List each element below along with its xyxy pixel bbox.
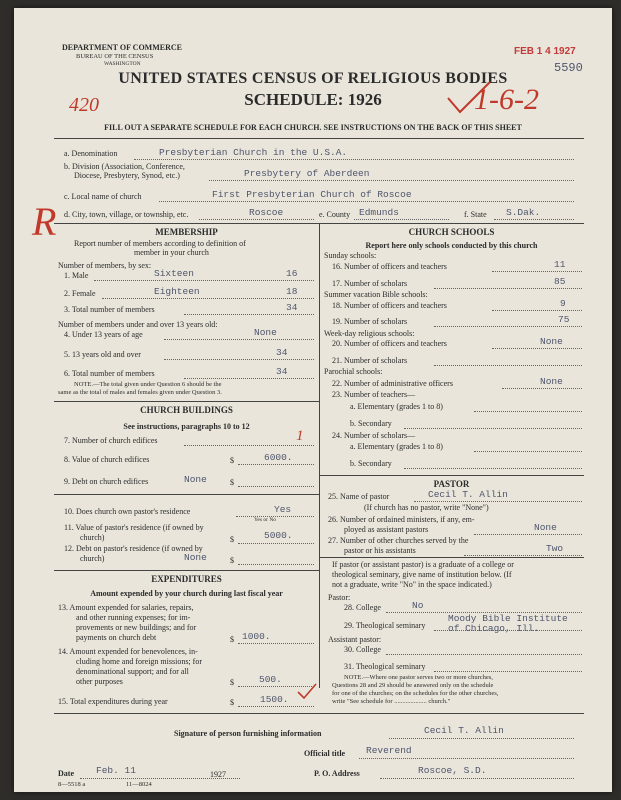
q25-value: Cecil T. Allin [428,489,508,500]
q15-label: 15. Total expenditures during year [58,697,168,706]
division-label-2: Diocese, Presbytery, Synod, etc.) [74,171,180,180]
buildings-title: CHURCH BUILDINGS [140,405,233,415]
denomination-label: a. Denomination [64,149,118,158]
membership-note: NOTE.—The total given under Question 6 should be the [74,381,222,388]
q3-label: 3. Total number of members [64,305,155,314]
membership-title: MEMBERSHIP [155,227,218,237]
q10-hint: Yes or No [254,517,277,523]
q26-value: None [534,522,557,533]
q17-label: 17. Number of scholars [332,279,408,288]
pastor-note-2: Questions 28 and 29 should be answered only on the schedule [332,682,494,689]
pastor-subheader: Pastor: [328,593,351,602]
q25-label: 25. Name of pastor [328,492,390,501]
q30-label: 30. College [344,645,381,654]
q13-value: 1000. [242,631,271,642]
handwritten-number: 420 [69,94,99,116]
form-title: UNITED STATES CENSUS OF RELIGIOUS BODIES [118,70,508,87]
pastor-note: NOTE.—Where one pastor serves two or more churches, [344,674,493,681]
schools-intro: Report here only schools conducted by this church [365,241,538,250]
membership-intro-2: member in your church [134,248,209,257]
q16-value: 11 [554,259,566,270]
column-divider [319,223,320,688]
q28-value: No [412,600,424,611]
q21-label: 21. Number of scholars [332,356,408,365]
q22-value: None [540,376,563,387]
q12-label-2: church) [80,554,105,563]
official-title-label: Official title [304,749,346,758]
buildings-sub: See instructions, paragraphs 10 to 12 [123,422,250,431]
q19-label: 19. Number of scholars [332,317,408,326]
signature-label: Signature of person furnishing information [174,729,322,738]
q2-label: 2. Female [64,289,96,298]
date-value: Feb. 11 [96,765,136,776]
q7-value: 1 [296,428,304,444]
q18-value: 9 [560,298,566,309]
q14-label-2: cluding home and foreign missions; for [76,657,202,666]
q11-value: 5000. [264,530,293,541]
q31-label: 31. Theological seminary [344,662,426,671]
instruction-line: FILL OUT A SEPARATE SCHEDULE FOR EACH CHURCH. SEE INSTRUCTIONS ON THE BACK OF THIS SHEET [104,123,522,132]
q16-label: 16. Number of officers and teachers [332,262,447,271]
q11-label: 11. Value of pastor's residence (if owned by [64,523,204,532]
q14-label-3: denominational support; and for all [76,667,189,676]
q17-value: 85 [554,276,566,287]
pastor-note-3: for one of the churches; on the schedules for the other churches, [332,690,499,697]
q1-words: Sixteen [154,268,194,279]
q1-value: 16 [286,268,298,279]
state-value: S.Dak. [506,207,541,218]
q14-label-4: other purposes [76,677,123,686]
q24a-label: a. Elementary (grades 1 to 8) [350,442,443,451]
summer-header: Summer vacation Bible schools: [324,290,428,299]
print-number: 11—8024 [126,781,152,788]
graduate-note-2: theological seminary, give name of institution below. (If [332,570,512,579]
q12-label: 12. Debt on pastor's residence (if owned by [64,544,203,553]
q13-label: 13. Amount expended for salaries, repairs, [58,603,194,612]
county-label: e. County [319,210,351,219]
official-title-value: Reverend [366,745,412,756]
denomination-value: Presbyterian Church in the U.S.A. [159,147,348,158]
q10-label: 10. Does church own pastor's residence [64,507,191,516]
age-header: Number of members under and over 13 years old: [58,320,218,329]
address-value: Roscoe, S.D. [418,765,487,776]
city-label: d. City, town, village, or township, etc. [64,210,189,219]
q28-label: 28. College [344,603,381,612]
q13-label-3: provements or new buildings; and for [76,623,197,632]
q29-label: 29. Theological seminary [344,621,426,630]
date-label: Date [58,769,74,778]
q26-label-2: ployed as assistant pastors [344,525,429,534]
schedule-title: SCHEDULE: 1926 [244,90,382,109]
q23a-label: a. Elementary (grades 1 to 8) [350,402,443,411]
q9-value: None [184,474,207,485]
q22-label: 22. Number of administrative officers [332,379,453,388]
q29-value: Moody Bible Institute [448,613,568,624]
q4-label: 4. Under 13 years of age [64,330,143,339]
weekday-header: Week-day religious schools: [324,329,415,338]
by-sex-label: Number of members, by sex: [58,261,152,270]
division-value: Presbytery of Aberdeen [244,168,370,179]
q4-value: None [254,327,277,338]
q9-label: 9. Debt on church edifices [64,477,149,486]
check-mark-icon [444,78,494,118]
q10-value: Yes [274,504,292,515]
q11-label-2: church) [80,533,105,542]
church-name-value: First Presbyterian Church of Roscoe [212,189,412,200]
q8-label: 8. Value of church edifices [64,455,150,464]
q7-label: 7. Number of church edifices [64,436,158,445]
division-label: b. Division (Association, Conference, [64,162,185,171]
check-mark-icon [296,682,318,700]
q12-value: None [184,552,207,563]
q20-value: None [540,336,563,347]
q24b-label: b. Secondary [350,459,392,468]
q13-label-2: and other running expenses; for im- [76,613,191,622]
q5-value: 34 [276,347,288,358]
parochial-header: Parochial schools: [324,367,383,376]
q19-value: 75 [558,314,570,325]
q2-words: Eighteen [154,286,200,297]
schools-title: CHURCH SCHOOLS [408,227,495,237]
q1-label: 1. Male [64,271,89,280]
q14-label: 14. Amount expended for benevolences, in- [58,647,198,656]
form-number: 8—5518 a [58,781,86,788]
dept-name: DEPARTMENT OF COMMERCE [62,43,183,52]
q23b-label: b. Secondary [350,419,392,428]
header-rule [54,138,584,139]
city-name: WASHINGTON [104,61,141,67]
q8-value: 6000. [264,452,293,463]
church-name-label: c. Local name of church [64,192,142,201]
membership-intro: Report number of members according to definition of [74,239,246,248]
q14-value: 500. [259,674,282,685]
sunday-header: Sunday schools: [324,251,377,260]
q18-label: 18. Number of officers and teachers [332,301,447,310]
address-label: P. O. Address [314,769,360,778]
q15-value: 1500. [260,694,289,705]
q2-value: 18 [286,286,298,297]
q27-label: 27. Number of other churches served by the [328,536,469,545]
pastor-title: PASTOR [433,479,470,489]
state-label: f. State [464,210,487,219]
q13-label-4: payments on church debt [76,633,157,642]
q24-label: 24. Number of scholars— [332,431,416,440]
q3-value: 34 [286,302,298,313]
expenditures-sub: Amount expended by your church during last fiscal year [90,589,283,598]
q25-hint: (If church has no pastor, write "None") [364,503,489,512]
pastor-note-4: write "See schedule for .................... church." [332,698,451,705]
q27-label-2: pastor or his assistants [344,546,416,555]
q5-label: 5. 13 years old and over [64,350,141,359]
q6-value: 34 [276,366,288,377]
received-stamp: FEB 1 4 1927 [514,46,576,57]
bureau-name: BUREAU OF THE CENSUS [76,53,154,60]
graduate-note-3: not a graduate, write "No" in the space indicated.) [332,580,492,589]
q23-label: 23. Number of teachers— [332,390,416,399]
handwritten-r-mark: R [32,199,57,244]
county-value: Edmunds [359,207,399,218]
q29-value-2: of Chicago, Ill. [448,623,540,634]
date-year: 1927 [210,770,226,779]
membership-note-2: same as the total of males and females given under Question 3. [58,389,222,396]
q6-label: 6. Total number of members [64,369,155,378]
handwritten-code: 1-6-2 [474,83,539,116]
expenditures-title: EXPENDITURES [151,574,222,584]
signature-value: Cecil T. Allin [424,725,504,736]
city-value: Roscoe [249,207,284,218]
graduate-note: If pastor (or assistant pastor) is a graduate of a college or [332,560,514,569]
q20-label: 20. Number of officers and teachers [332,339,447,348]
q26-label: 26. Number of ordained ministers, if any, em- [328,515,475,524]
q27-value: Two [546,543,564,554]
census-form-sheet: DEPARTMENT OF COMMERCE BUREAU OF THE CENSUS WASHINGTON UNITED STATES CENSUS OF RELIGIOUS BODIES SCHEDULE: 1926 FEB 1 4 1927 5590 420 1-6-2 FILL OUT A SEPARATE SCHEDULE FOR EACH CHURCH. SEE INSTRUCTIONS ON THE BACK OF THIS SHEET a. Denomination Presbyterian Church in the U.S.A. b. Division (Association, Conference, Diocese, Presbytery, Synod, etc.) Presbytery of Aberdeen c. Local name of church First Presbyterian Church of Roscoe d. City, town, village, or township, etc. Roscoe e. County Edmunds f. State S.Dak. R MEMBERSHIP Report number of members according to definition of member in your church Number of members, by sex: 1. Male Sixteen 16 2. Female Eighteen 18 3. Total number of members 34 Number of members under and over 13 years old: 4. Under 13 years of age None 5. 13 years old and over 34 6. Total number of members 34 NOTE.—The total given under Question 6 should be the same as the total of males and females given under Question 3. CHURCH BUILDINGS See instructions, paragraphs 10 to 12 7. Number of church edifices 1 8. Value of church edifices $ 6000. 9. Debt on church edifices $ None 10. Does church own pastor's residence Yes Yes or No 11. Value of pastor's residence (if owned by church) $ 5000. 12. Debt on pastor's residence (if owned by church) $ None EXPENDITURES Amount expended by your church during last fiscal year 13. Amount expended for salaries, repairs, and other running expenses; for im- provements or new buildings; and for payments on church debt $ 1000. 14. Amount expended for benevolences, in- cluding home and foreign missions; for denominational support; and for all other purposes $ 500. 15. Total expenditures during year $ 1500. CHURCH SCHOOLS Report here only schools conducted by this church Sunday schools: 16. Number of officers and teachers 11 17. Number of scholars 85 Summer vacation Bible schools: 18. Number of officers and teachers 9 19. Number of scholars 75 Week-day religious schools: 20. Number of officers and teachers None 21. Number of scholars Parochial schools: 22. Number of administrative officers None 23. Number of teachers— a. Elementary (grades 1 to 8) b. Secondary 24. Number of scholars— a. Elementary (grades 1 to 8) b. Secondary PASTOR 25. Name of pastor Cecil T. Allin (If church has no pastor, write "None") 26. Number of ordained ministers, if any, em- ployed as assistant pastors None 27. Number of other churches served by the pastor or his assistants Two If pastor (or assistant pastor) is a graduate of a college or theological seminary, give name of institution below. (If not a graduate, write "No" in the space indicated.) Pastor: 28. College No 29. Theological seminary Moody Bible Institute of Chicago, Ill. Assistant pastor: 30. College 31. Theological seminary NOTE.—Where one pastor serves two or more churches, Questions 28 and 29 should be answered only on the schedule for one of the churches; on the schedules for the other churches, write "See schedule for .................... church." Signature of person furnishing information Cecil T. Allin Official title Reverend Date Feb. 11 1927 P. O. Address Roscoe, S.D. 8—5518 a 11—8024 [14,8,612,792]
stamp-number: 5590 [554,61,583,75]
assistant-subheader: Assistant pastor: [328,635,382,644]
